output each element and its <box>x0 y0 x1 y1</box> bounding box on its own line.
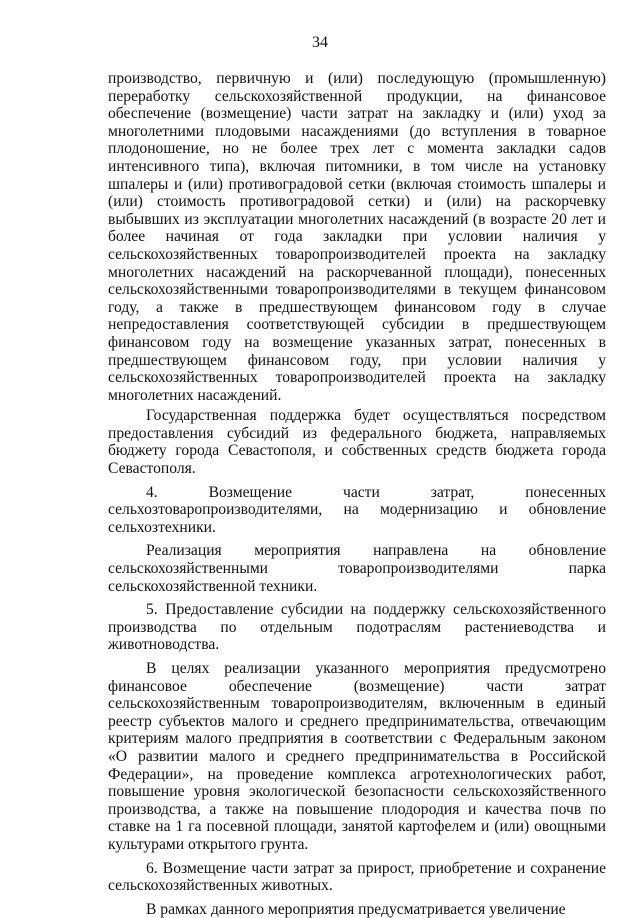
paragraph-item-6-details: В рамках данного мероприятия предусматривается увеличение <box>146 900 566 918</box>
paragraph-item-5-details: В целях реализации указанного мероприятия предусмотрено финансовое обеспечение (возмещение) части затрат сельскохозяйственным товаропроизводителям, включенным в единый реестр субъектов малого и среднего предпринимательства, отвечающим критериям малого предприятия в соответствии с Федеральным законом «О развитии малого и среднего предпринимательства в Российской Федерации», на проведение комплекса агротехнологических работ, повышение уровня экологической безопасности сельскохозяйственного производства, а также на повышение плодородия и качества почв по ставке на 1 га посевной площади, занятой картофелем и (или) овощными культурами открытого грунта. <box>108 660 606 853</box>
paragraph-item-5: 5. Предоставление субсидии на поддержку сельскохозяйственного производства по отдельным подотраслям растениеводства и животноводства. <box>108 601 606 654</box>
paragraph-continued: производство, первичную и (или) последующую (промышленную) переработку сельскохозяйственной продукции, на финансовое обеспечение (возмещение) части затрат на закладку и (или) уход за многолетними плодовыми насаждениями (до вступления в товарное плодоношение, но не более трех лет с момента закладки садов интенсивного типа), включая питомники, в том числе на установку шпалеры и (или) противоградовой сетки (включая стоимость шпалеры и (или) стоимость противоградовой сетки) и (или) на раскорчевку выбывших из эксплуатации многолетних насаждений (в возрасте 20 лет и более начиная от года закладки при условии наличия у сельскохозяйственных товаропроизводителей проекта на закладку многолетних насаждений на раскорчеванной площади), понесенных сельскохозяйственными товаропроизводителями в текущем финансовом году, а также в предшествующем финансовом году в случае непредоставления соответствующей субсидии в предшествующем финансовом году на возмещение указанных затрат, понесенных в предшествующем финансовом году, при условии наличия у сельскохозяйственных товаропроизводителей проекта на закладку многолетних насаждений. <box>108 70 606 404</box>
paragraph-state-support: Государственная поддержка будет осуществляться посредством предоставления субсидий из федерального бюджета, направляемых бюджету города Севастополя, и собственных средств бюджета города Севастополя. <box>108 407 606 478</box>
page-number: 34 <box>312 34 328 51</box>
paragraph-item-6: 6. Возмещение части затрат за прирост, приобретение и сохранение сельскохозяйственных животных. <box>108 859 606 895</box>
paragraph-item-4: 4. Возмещение части затрат, понесенных сельхозтоваропроизводителями, на модернизацию и обновление сельхозтехники. <box>108 483 606 536</box>
paragraph-item-4-goal: Реализация мероприятия направлена на обновление сельскохозяйственными товаропроизводителями парка сельскохозяйственной техники. <box>108 542 606 595</box>
document-body <box>108 70 606 918</box>
